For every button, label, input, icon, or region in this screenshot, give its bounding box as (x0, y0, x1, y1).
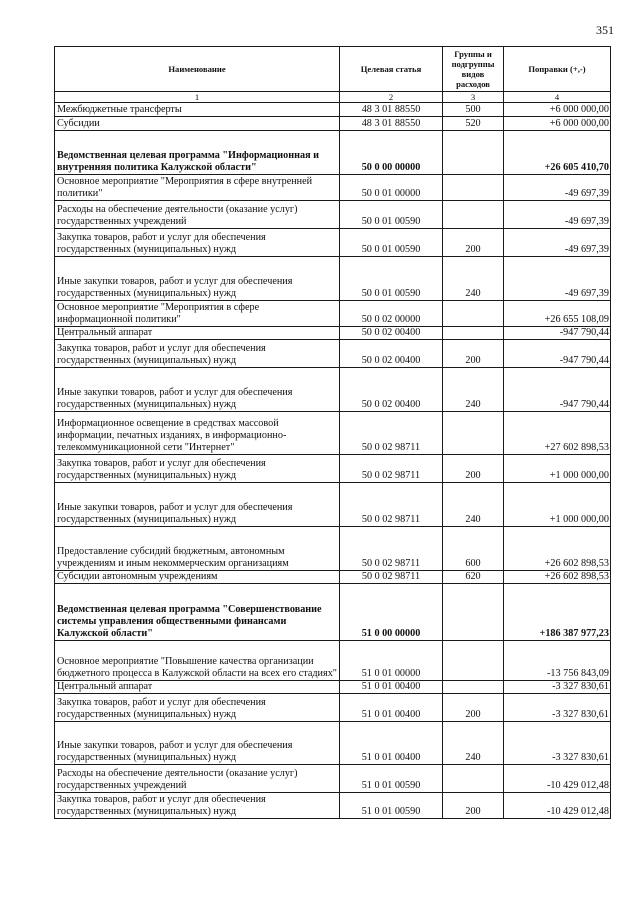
row-target-code: 50 0 01 00590 (340, 257, 443, 301)
row-target-code: 48 3 01 88550 (340, 117, 443, 131)
row-amount: -10 429 012,48 (504, 793, 611, 819)
table-row (55, 694, 611, 722)
row-name: Закупка товаров, работ и услуг для обеспечения государственных (муниципальных) нужд (55, 340, 340, 368)
row-amount: -49 697,39 (504, 175, 611, 201)
row-group-code (443, 412, 504, 455)
row-name: Иные закупки товаров, работ и услуг для обеспечения государственных (муниципальных) нужд (55, 257, 340, 301)
row-name: Предоставление субсидий бюджетным, автономным учреждениям и иным некоммерческим организациям (55, 527, 340, 571)
table-row (55, 722, 611, 765)
row-amount: -947 790,44 (504, 340, 611, 368)
header-group: Группы и подгруппы видов расходов (443, 47, 504, 92)
page-number: 351 (596, 23, 614, 37)
row-name: Ведомственная целевая программа "Совершенствование системы управления общественными финансами Калужской области" (55, 584, 340, 641)
row-amount: -947 790,44 (504, 368, 611, 412)
table-row (55, 301, 611, 327)
row-amount: +1 000 000,00 (504, 483, 611, 527)
row-group-code (443, 175, 504, 201)
row-amount: -49 697,39 (504, 257, 611, 301)
table-row (55, 527, 611, 571)
row-target-code: 50 0 02 98711 (340, 527, 443, 571)
row-amount: +186 387 977,23 (504, 584, 611, 641)
row-group-code: 240 (443, 483, 504, 527)
row-target-code: 50 0 02 98711 (340, 455, 443, 483)
row-amount: -3 327 830,61 (504, 694, 611, 722)
row-amount: +26 602 898,53 (504, 571, 611, 584)
header-name: Наименование (55, 47, 340, 92)
row-name: Расходы на обеспечение деятельности (оказание услуг) государственных учреждений (55, 201, 340, 229)
row-target-code: 51 0 01 00590 (340, 765, 443, 793)
row-target-code: 50 0 02 98711 (340, 571, 443, 584)
table-row (55, 327, 611, 340)
table-row (55, 175, 611, 201)
row-target-code: 51 0 01 00400 (340, 681, 443, 694)
row-target-code: 51 0 01 00590 (340, 793, 443, 819)
table-row (55, 641, 611, 681)
column-number-row (55, 92, 611, 103)
table-row (55, 793, 611, 819)
row-name: Закупка товаров, работ и услуг для обеспечения государственных (муниципальных) нужд (55, 455, 340, 483)
row-group-code: 200 (443, 694, 504, 722)
row-target-code: 50 0 01 00000 (340, 175, 443, 201)
table-row (55, 455, 611, 483)
row-target-code: 50 0 00 00000 (340, 131, 443, 175)
row-group-code (443, 681, 504, 694)
amendments-table (54, 46, 611, 819)
table-row (55, 201, 611, 229)
row-target-code: 50 0 02 98711 (340, 412, 443, 455)
row-group-code: 240 (443, 257, 504, 301)
row-group-code: 600 (443, 527, 504, 571)
header-target: Целевая статья (340, 47, 443, 92)
row-name: Закупка товаров, работ и услуг для обеспечения государственных (муниципальных) нужд (55, 793, 340, 819)
row-target-code: 50 0 02 00000 (340, 301, 443, 327)
row-group-code: 240 (443, 368, 504, 412)
row-target-code: 50 0 02 98711 (340, 483, 443, 527)
row-amount: +26 655 108,09 (504, 301, 611, 327)
row-amount: -947 790,44 (504, 327, 611, 340)
row-group-code (443, 584, 504, 641)
column-number: 4 (504, 92, 611, 103)
header-amendment: Поправки (+,-) (504, 47, 611, 92)
row-name: Иные закупки товаров, работ и услуг для обеспечения государственных (муниципальных) нужд (55, 722, 340, 765)
row-group-code (443, 301, 504, 327)
row-amount: -3 327 830,61 (504, 681, 611, 694)
row-name: Центральный аппарат (55, 327, 340, 340)
row-name: Иные закупки товаров, работ и услуг для обеспечения государственных (муниципальных) нужд (55, 483, 340, 527)
row-amount: +26 602 898,53 (504, 527, 611, 571)
table-row (55, 412, 611, 455)
row-group-code: 200 (443, 455, 504, 483)
column-number: 2 (340, 92, 443, 103)
table-row (55, 117, 611, 131)
row-name: Закупка товаров, работ и услуг для обеспечения государственных (муниципальных) нужд (55, 694, 340, 722)
row-amount: -49 697,39 (504, 201, 611, 229)
row-target-code: 50 0 02 00400 (340, 368, 443, 412)
row-target-code: 51 0 01 00000 (340, 641, 443, 681)
row-target-code: 50 0 02 00400 (340, 340, 443, 368)
row-target-code: 51 0 01 00400 (340, 722, 443, 765)
table-row (55, 571, 611, 584)
column-number: 1 (55, 92, 340, 103)
row-group-code (443, 641, 504, 681)
table-row (55, 483, 611, 527)
row-amount: +6 000 000,00 (504, 117, 611, 131)
row-group-code (443, 765, 504, 793)
row-amount: +1 000 000,00 (504, 455, 611, 483)
row-target-code: 50 0 01 00590 (340, 201, 443, 229)
table-row (55, 765, 611, 793)
row-name: Субсидии (55, 117, 340, 131)
row-amount: +6 000 000,00 (504, 103, 611, 117)
row-group-code (443, 201, 504, 229)
row-name: Расходы на обеспечение деятельности (оказание услуг) государственных учреждений (55, 765, 340, 793)
table-row (55, 584, 611, 641)
row-name: Информационное освещение в средствах массовой информации, печатных изданиях, в информационно-телекоммуникационной сети "Интернет" (55, 412, 340, 455)
row-name: Иные закупки товаров, работ и услуг для обеспечения государственных (муниципальных) нужд (55, 368, 340, 412)
table-row (55, 131, 611, 175)
row-name: Центральный аппарат (55, 681, 340, 694)
row-amount: -10 429 012,48 (504, 765, 611, 793)
row-amount: -13 756 843,09 (504, 641, 611, 681)
table-row (55, 257, 611, 301)
table-row (55, 103, 611, 117)
row-target-code: 48 3 01 88550 (340, 103, 443, 117)
column-number: 3 (443, 92, 504, 103)
row-amount: +27 602 898,53 (504, 412, 611, 455)
row-group-code: 620 (443, 571, 504, 584)
row-target-code: 51 0 00 00000 (340, 584, 443, 641)
row-target-code: 50 0 02 00400 (340, 327, 443, 340)
table-header-row (55, 47, 611, 92)
row-group-code: 200 (443, 229, 504, 257)
row-group-code (443, 327, 504, 340)
row-name: Межбюджетные трансферты (55, 103, 340, 117)
row-amount: -49 697,39 (504, 229, 611, 257)
row-amount: -3 327 830,61 (504, 722, 611, 765)
row-name: Субсидии автономным учреждениям (55, 571, 340, 584)
table-row (55, 681, 611, 694)
table-row (55, 340, 611, 368)
row-name: Закупка товаров, работ и услуг для обеспечения государственных (муниципальных) нужд (55, 229, 340, 257)
row-name: Основное мероприятие "Повышение качества организации бюджетного процесса в Калужской области на всех его стадиях" (55, 641, 340, 681)
row-group-code: 200 (443, 793, 504, 819)
row-group-code: 500 (443, 103, 504, 117)
row-target-code: 50 0 01 00590 (340, 229, 443, 257)
row-name: Основное мероприятие "Мероприятия в сфере внутренней политики" (55, 175, 340, 201)
row-amount: +26 605 410,70 (504, 131, 611, 175)
table-row (55, 368, 611, 412)
row-group-code: 200 (443, 340, 504, 368)
row-group-code (443, 131, 504, 175)
table-row (55, 229, 611, 257)
row-name: Основное мероприятие "Мероприятия в сфере информационной политики" (55, 301, 340, 327)
row-group-code: 240 (443, 722, 504, 765)
row-name: Ведомственная целевая программа "Информационная и внутренняя политика Калужской области" (55, 131, 340, 175)
row-group-code: 520 (443, 117, 504, 131)
row-target-code: 51 0 01 00400 (340, 694, 443, 722)
